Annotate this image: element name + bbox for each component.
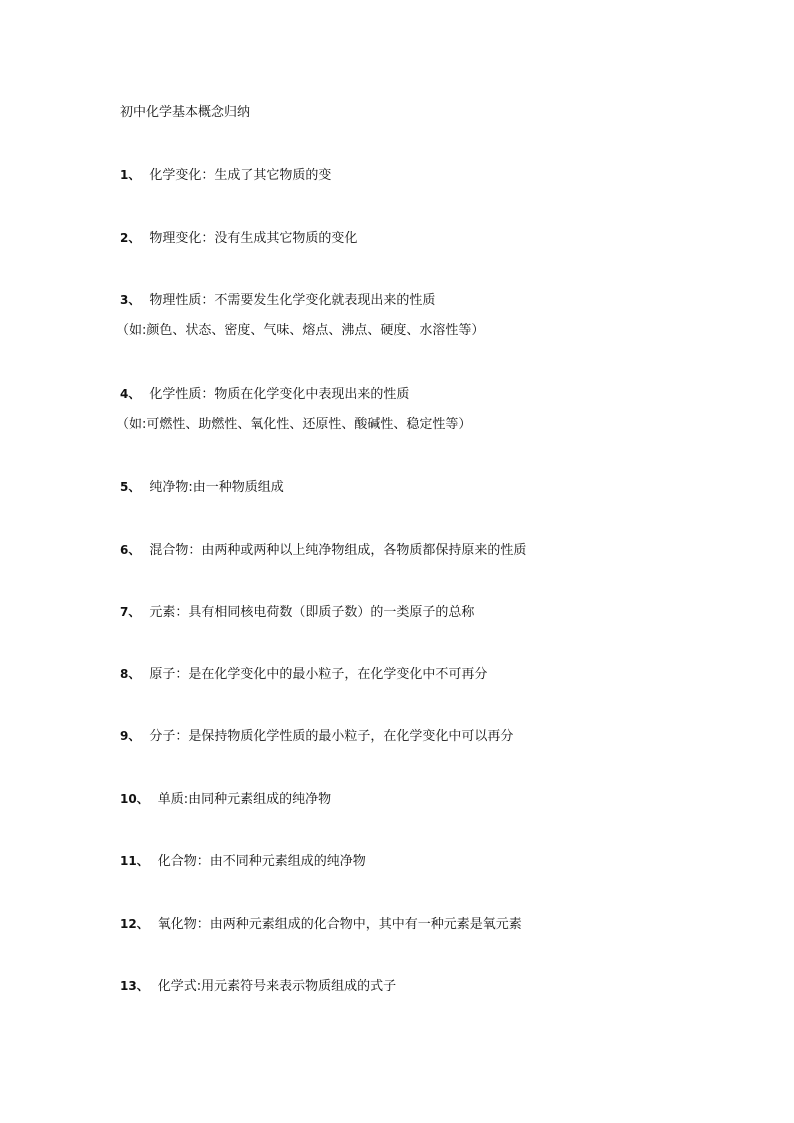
list-item [116,291,485,340]
item-text: 物理变化：没有生成其它物质的变化 [149,231,358,246]
item-line [120,727,513,745]
item-line [120,385,471,403]
item-number: 5、 [120,480,141,494]
list-item [120,852,366,870]
item-text: 纯净物:由一种物质组成 [149,480,284,495]
list-item [120,915,522,933]
item-text: 化学变化：生成了其它物质的变 [149,168,332,183]
item-line [120,915,522,933]
item-text: 物理性质：不需要发生化学变化就表现出来的性质 [149,293,436,308]
item-text: 元素：具有相同核电荷数（即质子数）的一类原子的总称 [149,605,475,620]
item-line [120,977,396,995]
list-item [120,727,513,745]
item-text: 化学式:用元素符号来表示物质组成的式子 [157,979,397,994]
item-line [120,229,357,247]
item-line [120,291,484,309]
item-number: 4、 [120,387,141,401]
item-text: 单质:由同种元素组成的纯净物 [157,792,332,807]
item-note: （如:颜色、状态、密度、气味、熔点、沸点、硬度、水溶性等） [116,323,485,338]
item-number: 8、 [120,667,141,681]
item-text: 混合物：由两种或两种以上纯净物组成，各物质都保持原来的性质 [149,543,527,558]
item-line [120,541,526,559]
item-number: 3、 [120,293,141,307]
item-number: 13、 [120,979,149,993]
list-item [120,478,284,496]
item-line [120,478,284,496]
item-number: 7、 [120,605,141,619]
item-line [120,166,331,184]
list-item [120,541,526,559]
item-number: 9、 [120,729,141,743]
item-number: 6、 [120,543,141,557]
item-text: 原子：是在化学变化中的最小粒子，在化学变化中不可再分 [149,667,488,682]
item-text: 化学性质：物质在化学变化中表现出来的性质 [149,387,410,402]
list-item [120,665,487,683]
item-line [120,665,487,683]
item-line [120,603,474,621]
item-number: 11、 [120,854,149,868]
list-item [120,166,331,184]
item-number: 1、 [120,168,141,182]
item-line [120,790,331,808]
list-item [116,385,472,434]
item-line [120,852,366,870]
item-text: 氧化物：由两种元素组成的化合物中，其中有一种元素是氧元素 [157,917,522,932]
list-item [120,603,474,621]
item-number: 10、 [120,792,149,806]
item-note: （如:可燃性、助燃性、氧化性、还原性、酸碱性、稳定性等） [116,417,472,432]
item-number: 2、 [120,231,141,245]
list-item [120,229,357,247]
list-item [120,790,331,808]
item-text: 化合物：由不同种元素组成的纯净物 [157,854,366,869]
item-text: 分子：是保持物质化学性质的最小粒子，在化学变化中可以再分 [149,729,514,744]
item-number: 12、 [120,917,149,931]
document-title: 初中化学基本概念归纳 [120,105,251,120]
list-item [120,977,396,995]
